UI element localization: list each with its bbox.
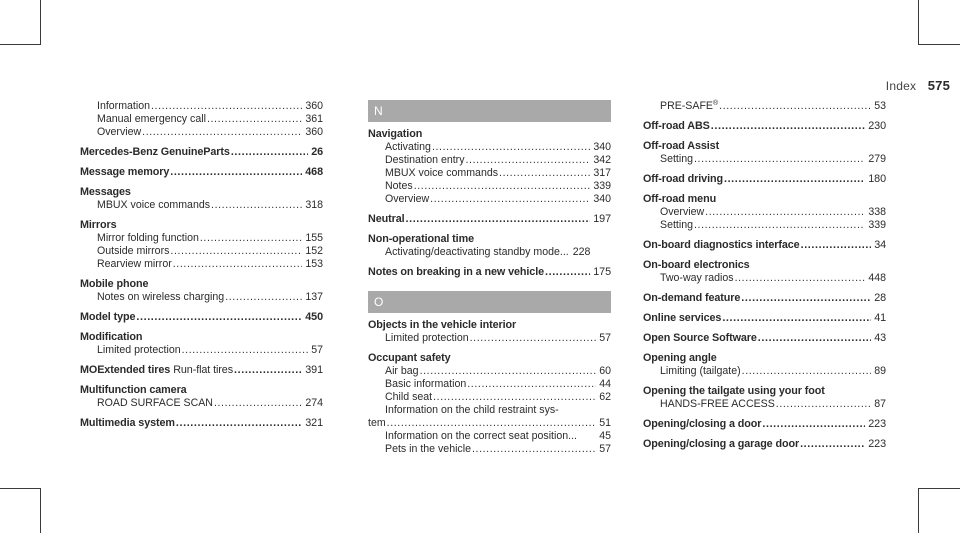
- index-subentry[interactable]: Manual emergency call ..... 361: [80, 113, 323, 126]
- index-entry-opening-tailgate: Opening the tailgate using your foot: [643, 385, 825, 397]
- index-subentry[interactable]: Limited protection ..... 57: [368, 332, 611, 345]
- section-title: Index: [885, 79, 917, 93]
- index-subentry[interactable]: Air bag ..... 60: [368, 365, 611, 378]
- index-entry-open-source[interactable]: Open Source Software ..... 43: [643, 332, 886, 345]
- crop-mark: [40, 488, 41, 533]
- index-entry-non-operational-time: Non-operational time: [368, 233, 474, 245]
- index-entry-opening-closing-door[interactable]: Opening/closing a door ..... 223: [643, 418, 886, 431]
- index-subentry[interactable]: Notes ..... 339: [368, 180, 611, 193]
- index-entry-opening-closing-garage[interactable]: Opening/closing a garage door ..... 223: [643, 438, 886, 451]
- index-subentry[interactable]: Basic information ..... 44: [368, 378, 611, 391]
- index-subentry[interactable]: Information on the correct seat position... 45: [385, 430, 611, 442]
- index-subentry[interactable]: Destination entry ..... 342: [368, 154, 611, 167]
- index-subentry[interactable]: Child seat ..... 62: [368, 391, 611, 404]
- index-entry-objects: Objects in the vehicle interior: [368, 319, 517, 331]
- index-subentry[interactable]: Information ..... 360: [80, 100, 323, 113]
- index-entry-modification: Modification: [80, 331, 143, 343]
- index-subentry[interactable]: Overview ..... 340: [368, 193, 611, 206]
- index-subentry[interactable]: Pets in the vehicle ..... 57: [368, 443, 611, 456]
- index-entry-messages: Messages: [80, 186, 131, 198]
- index-entry-mercedes[interactable]: Mercedes-Benz GenuineParts ..... 26: [80, 146, 323, 159]
- index-subentry[interactable]: Overview ..... 360: [80, 126, 323, 139]
- page-header: [886, 78, 950, 93]
- letter-heading-n: N: [368, 100, 611, 122]
- index-entry-notes-breaking-in[interactable]: Notes on breaking in a new vehicle ..... 175: [368, 266, 611, 279]
- index-subentry[interactable]: Activating/deactivating standby mode... 228: [385, 246, 591, 258]
- index-subentry[interactable]: Overview ..... 338: [643, 206, 886, 219]
- index-subentry-line: Information on the child restraint sys-: [385, 404, 559, 416]
- index-subentry[interactable]: MBUX voice commands ..... 317: [368, 167, 611, 180]
- index-entry-model-type[interactable]: Model type ..... 450: [80, 311, 323, 324]
- index-subentry[interactable]: MBUX voice commands ..... 318: [80, 199, 323, 212]
- index-subentry[interactable]: Setting ..... 279: [643, 153, 886, 166]
- crop-mark: [0, 44, 40, 45]
- index-subentry[interactable]: Limited protection ..... 57: [80, 344, 323, 357]
- crop-mark: [918, 488, 960, 489]
- index-subentry[interactable]: Rearview mirror ..... 153: [80, 258, 323, 271]
- index-column-1: [80, 100, 323, 430]
- index-entry-multifunction-camera: Multifunction camera: [80, 384, 187, 396]
- crop-mark: [0, 488, 40, 489]
- index-column-2: [368, 100, 611, 456]
- index-subentry[interactable]: Setting ..... 339: [643, 219, 886, 232]
- index-subentry[interactable]: HANDS-FREE ACCESS ..... 87: [643, 398, 886, 411]
- index-entry-neutral[interactable]: Neutral ..... 197: [368, 213, 611, 226]
- index-entry-navigation: Navigation: [368, 128, 423, 140]
- index-entry-multimedia[interactable]: Multimedia system ..... 321: [80, 417, 323, 430]
- index-entry-offroad-assist: Off-road Assist: [643, 140, 720, 152]
- index-entry-offroad-menu: Off-road menu: [643, 193, 717, 205]
- crop-mark: [40, 0, 41, 45]
- index-subentry[interactable]: tem ..... 51: [368, 417, 611, 430]
- letter-heading-o: O: [368, 291, 611, 313]
- index-subentry[interactable]: Activating ..... 340: [368, 141, 611, 154]
- index-entry-online-services[interactable]: Online services ..... 41: [643, 312, 886, 325]
- index-entry-onboard-diagnostics[interactable]: On-board diagnostics interface ..... 34: [643, 239, 886, 252]
- crop-mark: [918, 0, 919, 45]
- index-entry-onboard-electronics: On-board electronics: [643, 259, 750, 271]
- index-subentry[interactable]: Mirror folding function ..... 155: [80, 232, 323, 245]
- index-entry-on-demand[interactable]: On-demand feature ..... 28: [643, 292, 886, 305]
- crop-mark: [918, 44, 960, 45]
- index-entry-mirrors: Mirrors: [80, 219, 117, 231]
- crop-mark: [918, 488, 919, 533]
- index-subentry[interactable]: Limiting (tailgate) ..... 89: [643, 365, 886, 378]
- index-subentry[interactable]: ROAD SURFACE SCAN ..... 274: [80, 397, 323, 410]
- index-entry-opening-angle: Opening angle: [643, 352, 717, 364]
- index-subentry-pre-safe[interactable]: PRE-SAFE® ..... 53: [643, 100, 886, 113]
- index-entry-message-memory[interactable]: Message memory ..... 468: [80, 166, 323, 179]
- index-entry-mobile-phone: Mobile phone: [80, 278, 149, 290]
- index-subentry[interactable]: Two-way radios ..... 448: [643, 272, 886, 285]
- index-subentry[interactable]: Notes on wireless charging ..... 137: [80, 291, 323, 304]
- index-column-3: [643, 100, 886, 451]
- index-entry-offroad-abs[interactable]: Off-road ABS ..... 230: [643, 120, 886, 133]
- page-number: 575: [927, 78, 950, 93]
- index-subentry[interactable]: Outside mirrors ..... 152: [80, 245, 323, 258]
- index-entry-occupant-safety: Occupant safety: [368, 352, 451, 364]
- index-entry-offroad-driving[interactable]: Off-road driving ..... 180: [643, 173, 886, 186]
- index-entry-moextended[interactable]: MOExtended tires Run-flat tires ..... 391: [80, 364, 323, 377]
